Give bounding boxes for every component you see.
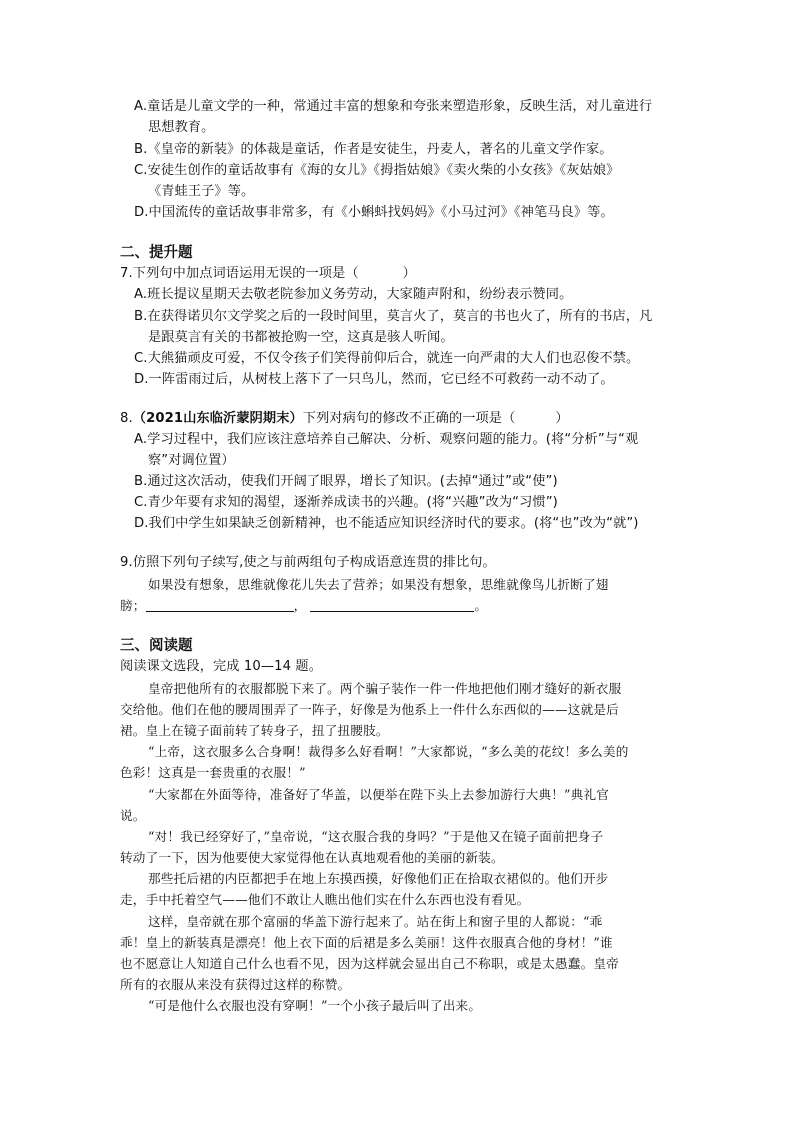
q7-option-b-line2: 是跟莫言有关的书都被抢购一空，这真是骇人听闻。 xyxy=(148,330,454,345)
passage-line: 那些托后裙的内臣都把手在地上东摸西摸，好像他们正在拾取衣裙似的。他们开步 xyxy=(148,871,609,886)
q6-option-c-line1: C.安徒生创作的童话故事有《海的女儿》《拇指姑娘》《卖火柴的小女孩》《灰姑娘》 xyxy=(134,163,620,178)
passage-line: 走，手中托着空气——他们不敢让人瞧出他们实在什么东西也没有看见。 xyxy=(120,892,530,907)
passage-line: “可是他什么衣服也没有穿啊！”一个小孩子最后叫了出来。 xyxy=(148,998,482,1013)
q9-answer-blank-2[interactable] xyxy=(310,597,474,612)
q8-source: （2021山东临沂蒙阴期末） xyxy=(132,411,303,426)
q6-option-d: D.中国流传的童话故事非常多，有《小蝌蚪找妈妈》《小马过河》《神笔马良》等。 xyxy=(134,205,614,220)
q9-separator: ， xyxy=(293,598,307,613)
q8-stem-end: ） xyxy=(555,411,569,426)
q9-example-line2: 膀； xyxy=(120,598,146,613)
q9-example-line1: 如果没有想象，思维就像花儿失去了营养；如果没有想象，思维就像鸟儿折断了翅 xyxy=(148,577,609,592)
reading-intro: 阅读课文选段，完成 10—14 题。 xyxy=(120,659,322,674)
q6-option-c-line2: 《青蛙王子》等。 xyxy=(148,184,255,199)
q8-stem xyxy=(120,409,569,429)
passage-line: 乖！皇上的新装真是漂亮！他上衣下面的后裙是多么美丽！这件衣服真合他的身材！”谁 xyxy=(120,935,613,950)
q8-number: 8. xyxy=(120,411,133,426)
passage-line: 裙。皇上在镜子面前转了转身子，扭了扭腰肢。 xyxy=(120,723,389,738)
q7-option-b-line1: B.在获得诺贝尔文学奖之后的一段时间里，莫言火了，莫言的书也火了，所有的书店，凡 xyxy=(134,309,653,324)
q7-option-d: D.一阵雷雨过后，从树枝上落下了一只鸟儿，然而，它已经不可救药一动不动了。 xyxy=(134,372,614,387)
q9-stem: 9.仿照下列句子续写,使之与前两组句子构成语意连贯的排比句。 xyxy=(120,555,496,570)
q6-option-a-line1: A.童话是儿童文学的一种，常通过丰富的想象和夸张来塑造形象，反映生活，对儿童进行 xyxy=(134,99,653,114)
q8-option-c: C.青少年要有求知的渴望，逐渐养成读书的兴趣。(将“兴趣”改为“习惯”) xyxy=(134,495,558,510)
q9-end-mark: 。 xyxy=(474,598,488,613)
passage-line: 转动了一下，因为他要使大家觉得他在认真地观看他的美丽的新装。 xyxy=(120,850,504,865)
passage-line: 色彩！这真是一套贵重的衣服！” xyxy=(120,765,306,780)
q8-option-a-line1: A.学习过程中，我们应该注意培养自己解决、分析、观察问题的能力。(将“分析”与“观 xyxy=(134,432,639,447)
q7-stem-text: 7.下列句中加点词语运用无误的一项是（ xyxy=(120,266,359,281)
passage-line: 交给他。他们在他的腰周围弄了一阵子，好像是为他系上一件什么东西似的——这就是后 xyxy=(120,702,619,717)
q7-option-c: C.大熊猫顽皮可爱，不仅令孩子们笑得前仰后合，就连一向严肃的大人们也忍俊不禁。 xyxy=(134,351,640,366)
q6-option-b: B.《皇帝的新装》的体裁是童话，作者是安徒生，丹麦人，著名的儿童文学作家。 xyxy=(134,142,613,157)
passage-line: “大家都在外面等待，准备好了华盖，以便举在陛下头上去参加游行大典！”典礼官 xyxy=(148,787,610,802)
passage-line: “对！我已经穿好了，”皇帝说，“这衣服合我的身吗？”于是他又在镜子面前把身子 xyxy=(148,829,604,844)
q9-answer-blank-1[interactable] xyxy=(146,597,294,612)
q9-answer-line xyxy=(120,596,487,616)
section-title-2: 二、提升题 xyxy=(120,244,193,261)
passage-line: 也不愿意让人知道自己什么也看不见，因为这样就会显出自己不称职，或是太愚蠢。皇帝 xyxy=(120,956,619,971)
passage-line: 所有的衣服从来没有获得过这样的称赞。 xyxy=(120,977,351,992)
q8-option-d: D.我们中学生如果缺乏创新精神，也不能适应知识经济时代的要求。(将“也”改为“就”) xyxy=(134,516,639,531)
q7-stem-end: ） xyxy=(402,266,416,281)
section-title-3: 三、阅读题 xyxy=(120,637,193,654)
passage-line: 皇帝把他所有的衣服都脱下来了。两个骗子装作一件一件地把他们刚才缝好的新衣服 xyxy=(148,681,622,696)
passage-line: 说。 xyxy=(120,808,146,823)
q7-stem xyxy=(120,264,416,284)
q8-option-a-line2: 察”对调位置） xyxy=(148,453,235,468)
q8-option-b: B.通过这次活动，使我们开阔了眼界，增长了知识。(去掉“通过”或“使”) xyxy=(134,474,558,489)
q6-option-a-line2: 思想教育。 xyxy=(148,120,215,135)
passage-line: “上帝，这衣服多么合身啊！裁得多么好看啊！”大家都说，“多么美的花纹！多么美的 xyxy=(148,744,629,759)
passage-line: 这样，皇帝就在那个富丽的华盖下游行起来了。站在街上和窗子里的人都说：“乖 xyxy=(148,914,603,929)
q7-option-a: A.班长提议星期天去敬老院参加义务劳动，大家随声附和，纷纷表示赞同。 xyxy=(134,287,573,302)
q8-stem-text: 下列对病句的修改不正确的一项是（ xyxy=(302,411,516,426)
